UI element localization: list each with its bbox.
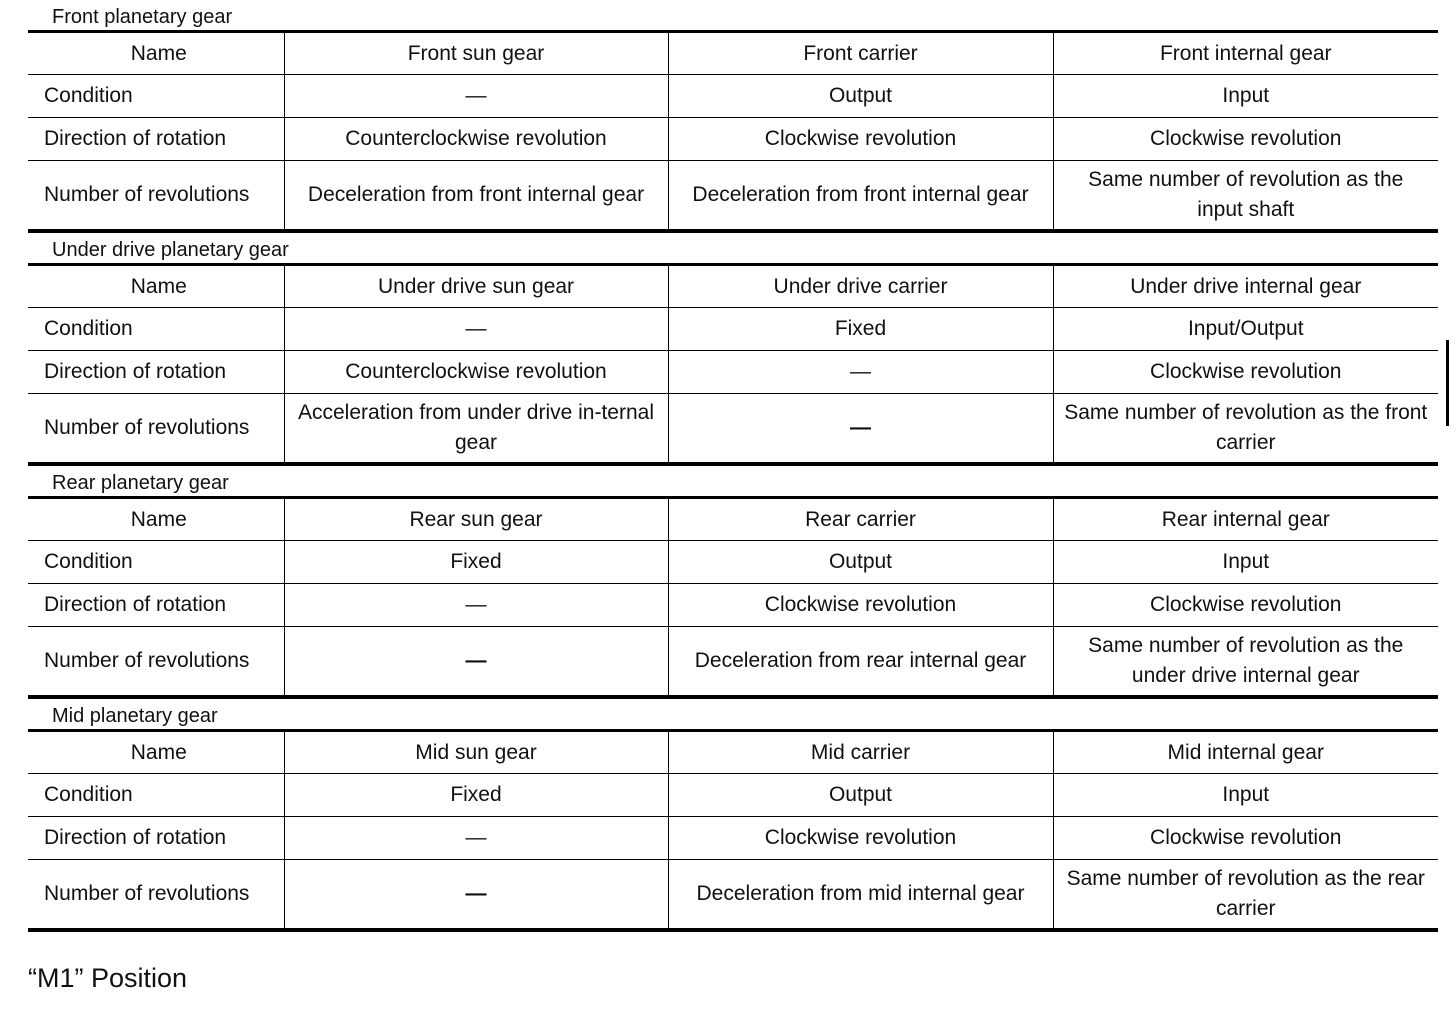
table-cell: Fixed <box>284 774 668 817</box>
table-cell: Mid carrier <box>668 731 1053 774</box>
table-row <box>28 351 1438 394</box>
table-row <box>28 498 1438 541</box>
table-row <box>28 774 1438 817</box>
under-drive-planetary-gear-table <box>28 263 1438 466</box>
change-bar <box>1446 340 1449 426</box>
table-row <box>28 541 1438 584</box>
table-row <box>28 32 1438 75</box>
table-row <box>28 731 1438 774</box>
table-cell: Deceleration from front internal gear <box>284 161 668 232</box>
table-cell: — <box>284 860 668 931</box>
section-title: Front planetary gear <box>52 6 233 28</box>
row-label: Number of revolutions <box>28 860 284 931</box>
table-cell: Fixed <box>668 308 1053 351</box>
table-cell: Rear internal gear <box>1053 498 1438 541</box>
table-cell: Fixed <box>284 541 668 584</box>
rear-planetary-gear-section <box>28 466 1438 699</box>
table-cell: Same number of revolution as the rear carrier <box>1053 860 1438 931</box>
row-label: Name <box>130 740 187 764</box>
table-cell: Clockwise revolution <box>1053 351 1438 394</box>
row-label: Direction of rotation <box>28 817 284 860</box>
table-cell: Front carrier <box>668 32 1053 75</box>
table-cell: Rear carrier <box>668 498 1053 541</box>
section-title: Under drive planetary gear <box>52 239 289 261</box>
row-label: Name <box>130 507 187 531</box>
row-label: Number of revolutions <box>28 394 284 465</box>
table-row <box>28 817 1438 860</box>
table-row <box>28 75 1438 118</box>
table-row <box>28 627 1438 698</box>
table-row <box>28 308 1438 351</box>
table-cell: — <box>668 394 1053 465</box>
table-cell: Acceleration from under drive in-ternal gear <box>284 394 668 465</box>
row-label: Condition <box>28 774 284 817</box>
table-cell: Output <box>668 541 1053 584</box>
table-cell: Front internal gear <box>1053 32 1438 75</box>
row-label: Name <box>130 274 187 298</box>
row-label: Direction of rotation <box>28 351 284 394</box>
table-cell: Deceleration from rear internal gear <box>668 627 1053 698</box>
table-cell: Input <box>1053 541 1438 584</box>
table-cell: Mid internal gear <box>1053 731 1438 774</box>
table-row <box>28 584 1438 627</box>
table-cell: Clockwise revolution <box>1053 118 1438 161</box>
table-cell: Input/Output <box>1053 308 1438 351</box>
table-cell: — <box>668 351 1053 394</box>
row-label: Number of revolutions <box>28 161 284 232</box>
mid-planetary-gear-section <box>28 699 1438 932</box>
table-cell: Rear sun gear <box>284 498 668 541</box>
row-label: Condition <box>28 75 284 118</box>
section-title: Rear planetary gear <box>52 472 229 494</box>
table-cell: Output <box>668 75 1053 118</box>
under-drive-planetary-gear-section <box>28 233 1438 466</box>
table-cell: Clockwise revolution <box>668 118 1053 161</box>
table-cell: Input <box>1053 774 1438 817</box>
section-title: Mid planetary gear <box>52 705 218 727</box>
table-cell: Output <box>668 774 1053 817</box>
table-cell: Clockwise revolution <box>1053 584 1438 627</box>
table-cell: Counterclockwise revolution <box>284 118 668 161</box>
document-page <box>28 0 1438 932</box>
table-cell: Under drive sun gear <box>284 265 668 308</box>
table-row <box>28 265 1438 308</box>
rear-planetary-gear-table <box>28 496 1438 699</box>
table-cell: Under drive internal gear <box>1053 265 1438 308</box>
row-label: Condition <box>28 541 284 584</box>
table-cell: Mid sun gear <box>284 731 668 774</box>
front-planetary-gear-section <box>28 0 1438 233</box>
row-label: Number of revolutions <box>28 627 284 698</box>
table-cell: Same number of revolution as the input shaft <box>1053 161 1438 232</box>
table-cell: Clockwise revolution <box>668 817 1053 860</box>
table-cell: — <box>284 308 668 351</box>
table-cell: — <box>284 75 668 118</box>
table-cell: — <box>284 627 668 698</box>
table-row <box>28 860 1438 931</box>
table-row <box>28 394 1438 465</box>
table-cell: Counterclockwise revolution <box>284 351 668 394</box>
table-row <box>28 118 1438 161</box>
table-cell: Input <box>1053 75 1438 118</box>
row-label: Direction of rotation <box>28 584 284 627</box>
table-cell: Clockwise revolution <box>668 584 1053 627</box>
mid-planetary-gear-table <box>28 729 1438 932</box>
table-cell: Under drive carrier <box>668 265 1053 308</box>
table-cell: Same number of revolution as the front carrier <box>1053 394 1438 465</box>
row-label: Condition <box>28 308 284 351</box>
table-cell: — <box>284 817 668 860</box>
front-planetary-gear-table <box>28 30 1438 233</box>
table-cell: Front sun gear <box>284 32 668 75</box>
table-cell: — <box>284 584 668 627</box>
table-cell: Deceleration from front internal gear <box>668 161 1053 232</box>
table-cell: Same number of revolution as the under drive internal gear <box>1053 627 1438 698</box>
table-cell: Deceleration from mid internal gear <box>668 860 1053 931</box>
position-caption: “M1” Position <box>28 963 188 993</box>
table-cell: Clockwise revolution <box>1053 817 1438 860</box>
row-label: Direction of rotation <box>28 118 284 161</box>
row-label: Name <box>130 41 187 65</box>
table-row <box>28 161 1438 232</box>
